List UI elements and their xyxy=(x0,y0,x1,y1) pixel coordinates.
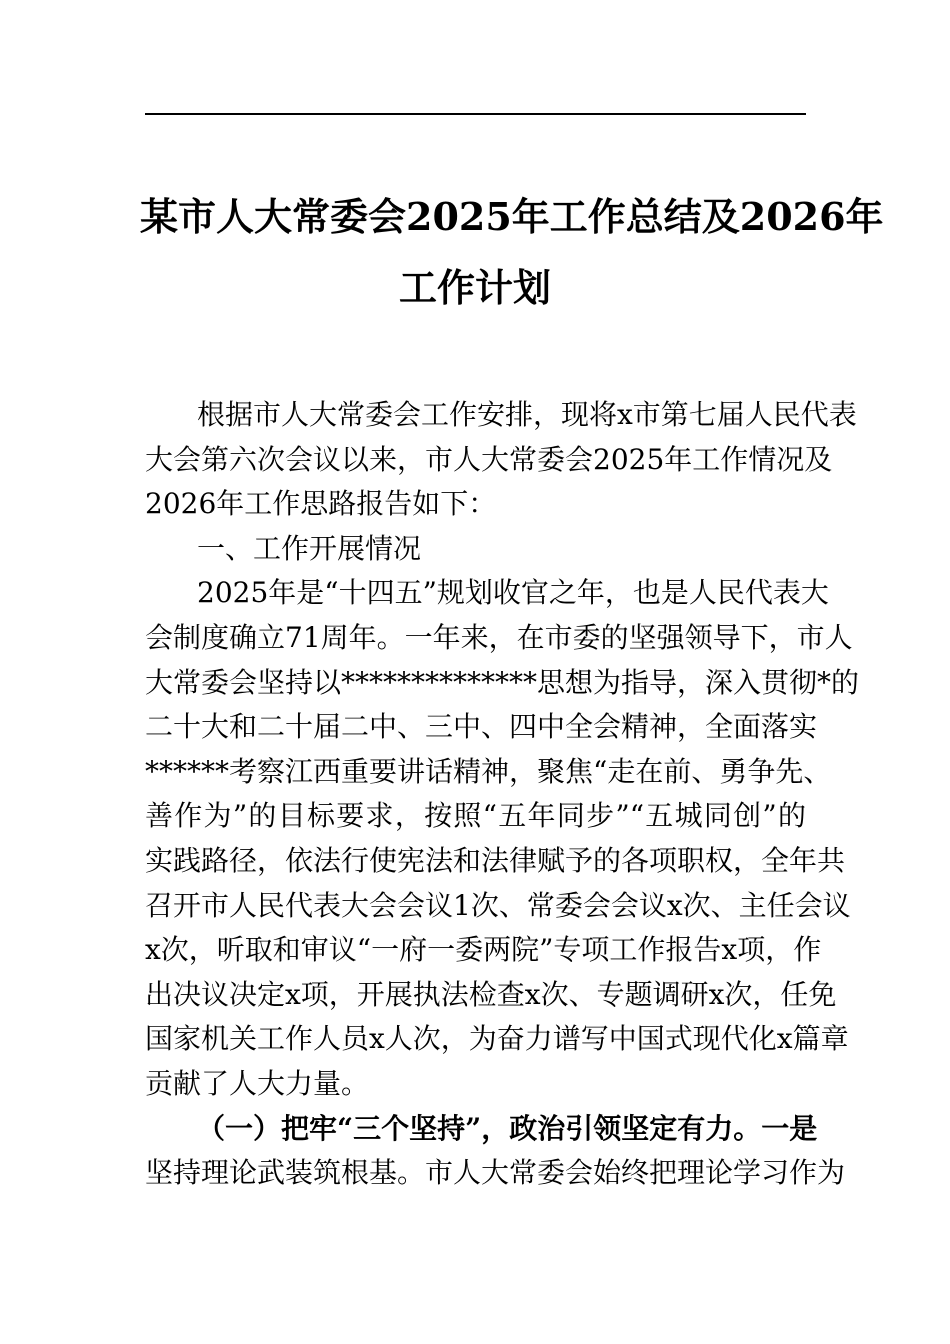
section-heading xyxy=(145,527,806,572)
title-line: 工作计划 xyxy=(398,265,551,310)
text-line: 召开市人民代表大会会议1次、常委会会议x次、主任会议 xyxy=(145,888,851,922)
text-line: 国家机关工作人员x人次，为奋力谱写中国式现代化x篇章 xyxy=(145,1022,849,1056)
text-line: 大常委会坚持以**************思想为指导，深入贯彻*的 xyxy=(145,665,860,699)
text-line: 大会第六次会议以来，市人大常委会2025年工作情况及 xyxy=(145,442,833,476)
document-title xyxy=(140,181,884,323)
text-line: 实践路径，依法行使宪法和法律赋予的各项职权，全年共 xyxy=(145,843,846,877)
summary-paragraph xyxy=(145,571,860,1106)
intro-paragraph xyxy=(145,393,857,527)
text-line: 坚持理论武装筑根基。市人大常委会始终把理论学习作为 xyxy=(145,1156,846,1190)
document-body xyxy=(145,393,860,1196)
subsection-paragraph xyxy=(145,1107,846,1196)
text-line: 贡献了人大力量。 xyxy=(145,1066,370,1100)
text-line: 根据市人大常委会工作安排，现将x市第七届人民代表 xyxy=(197,398,857,431)
title-line: 某市人大常委会2025年工作总结及2026年 xyxy=(140,194,884,239)
heading-line: 一、工作开展情况 xyxy=(197,531,422,565)
text-line: 会制度确立71周年。一年来，在市委的坚强领导下，市人 xyxy=(145,620,853,654)
text-line: ******考察江西重要讲话精神，聚焦“走在前、勇争先、 xyxy=(145,754,832,788)
text-line: 出决议决定x项，开展执法检查x次、专题调研x次，任免 xyxy=(145,977,837,1011)
text-line: 2026年工作思路报告如下： xyxy=(145,487,497,521)
text-line: 善作为”的目标要求，按照“五年同步”“五城同创”的 xyxy=(145,799,806,833)
header-rule xyxy=(145,113,806,115)
subheading-line: （一）把牢“三个坚持”，政治引领坚定有力。一是 xyxy=(197,1111,818,1145)
text-line: 2025年是“十四五”规划收官之年，也是人民代表大 xyxy=(197,576,829,610)
text-line: 二十大和二十届二中、三中、四中全会精神，全面落实 xyxy=(145,710,818,744)
text-line: x次，听取和审议“一府一委两院”专项工作报告x项，作 xyxy=(145,933,822,967)
